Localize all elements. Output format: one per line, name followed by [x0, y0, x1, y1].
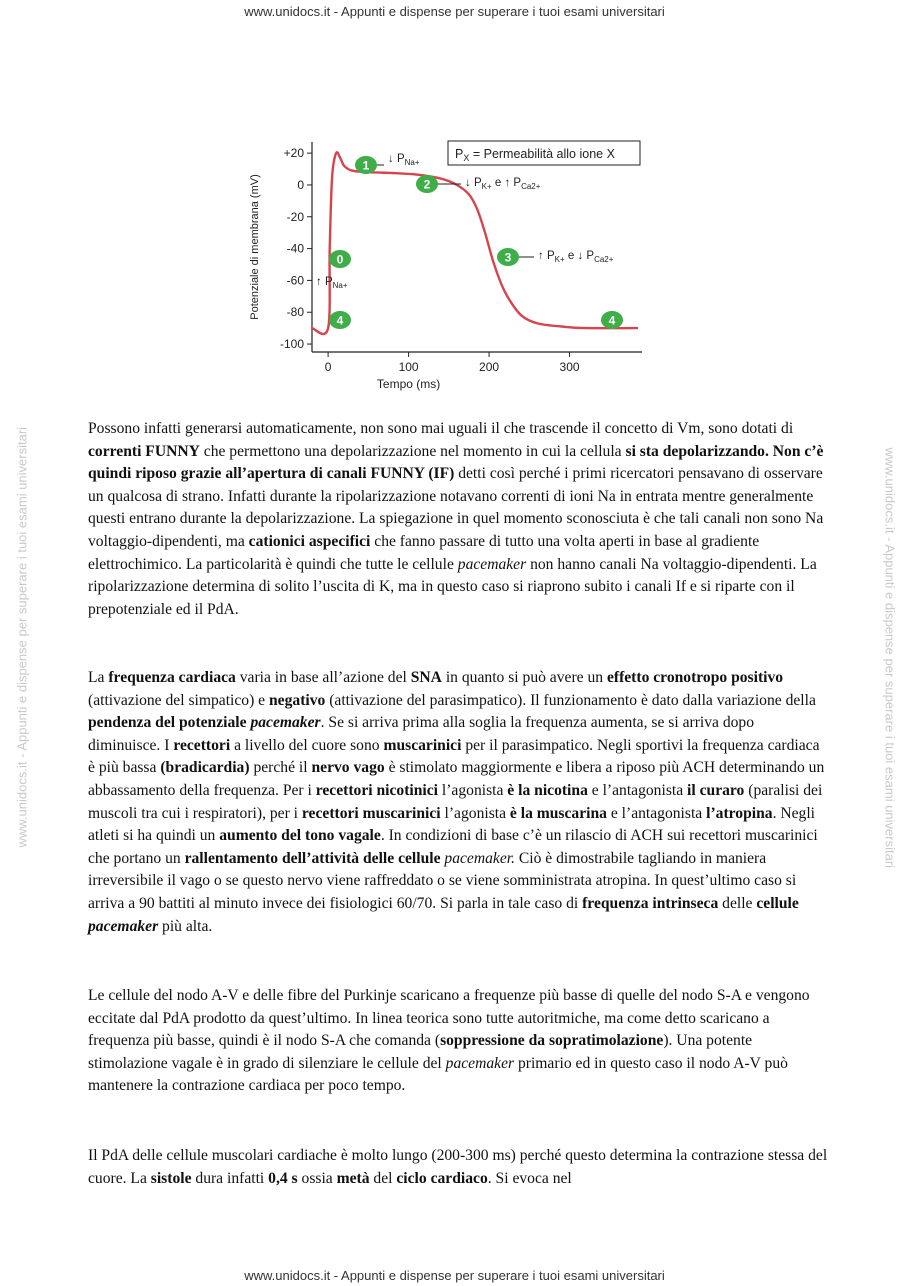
- text-run: dura infatti: [191, 1169, 269, 1187]
- phase-number: 3: [504, 250, 512, 265]
- text-run: cationici aspecifici: [248, 532, 371, 550]
- text-run: frequenza cardiaca: [108, 669, 236, 686]
- text-run: SNA: [410, 669, 442, 686]
- x-tick-label: 0: [324, 360, 332, 374]
- phase-4-marker: [329, 311, 351, 329]
- text-run: ). Una potente stimolazione vagale è in grado di silenziare le cellule del: [88, 1032, 753, 1072]
- text-run: muscarinici: [383, 736, 462, 754]
- y-axis-ticks: [280, 146, 312, 351]
- svg-text:PX = Permeabilità allo ione X: [455, 147, 616, 163]
- x-tick-label: 300: [559, 360, 580, 374]
- text-run: pendenza del potenziale: [88, 714, 251, 732]
- y-tick-label: +20: [283, 146, 304, 161]
- phase-3-marker: [497, 248, 614, 266]
- text-run: delle: [718, 894, 757, 912]
- text-run: è la muscarina: [509, 804, 607, 822]
- text-run: si sta depolarizzando. Non c’è quindi riposo grazie all’apertura di: [88, 442, 824, 483]
- text-run: canali FUNNY (IF): [326, 465, 455, 483]
- text-run: pacemaker: [250, 714, 321, 732]
- page-header: www.unidocs.it - Appunti e dispense per superare i tuoi esami universitari: [244, 4, 665, 19]
- text-run: . Negli atleti si ha quindi un: [88, 804, 816, 845]
- text-run: (paralisi dei muscoli tra cui i respiratori), per i: [88, 781, 823, 822]
- text-run: è la nicotina: [507, 781, 588, 799]
- text-run: negativo: [269, 691, 326, 709]
- phase-4-marker: [601, 311, 623, 329]
- text-run: frequenza intrinseca: [582, 894, 719, 912]
- x-axis-ticks: [325, 352, 580, 374]
- text-run: 0,4 s: [268, 1169, 298, 1187]
- plot-background: [312, 142, 642, 352]
- ion-subscript: Ca2+: [521, 182, 541, 191]
- ion-subscript: Na+: [404, 158, 420, 167]
- label-join: e: [564, 250, 578, 262]
- side-watermark-left: www.unidocs.it - Appunti e dispense per superare i tuoi esami universitari: [14, 426, 30, 848]
- x-tick-label: 100: [398, 360, 419, 374]
- text-run: il curaro: [687, 781, 745, 799]
- text-run: è stimolato maggiormente e libera a riposo più ACH determinando un abbassamento della frequenza. Per i: [88, 759, 825, 799]
- perm-symbol: P: [396, 153, 405, 165]
- perm-symbol: P: [324, 276, 333, 288]
- phase-label: [388, 153, 420, 167]
- phase-number: 4: [336, 313, 344, 328]
- text-run: l’atropina: [706, 804, 773, 822]
- text-run: soppressione da sopratimolazione: [440, 1032, 664, 1050]
- phase-2-marker: [416, 175, 541, 193]
- legend-p: P: [455, 147, 464, 161]
- y-tick-label: -20: [286, 209, 304, 224]
- text-run: correnti FUNNY: [88, 442, 200, 460]
- text-run: in quanto si può avere un: [441, 669, 607, 686]
- phase-0-marker: [316, 250, 351, 290]
- text-run: pacemaker: [457, 555, 527, 573]
- text-run: pacemaker: [88, 917, 159, 935]
- phase-label: [538, 250, 614, 264]
- text-run: varia in base all’azione del: [235, 669, 411, 686]
- text-run: che permettono una depolarizzazione nel momento in cui la cellula: [199, 442, 626, 460]
- text-run: e l’antagonista: [587, 781, 688, 799]
- up-arrow-icon: ↑: [538, 250, 547, 262]
- ion-subscript: Ca2+: [594, 255, 614, 264]
- text-run: aumento del tono vagale: [219, 827, 381, 845]
- text-run: più alta.: [158, 917, 213, 935]
- text-run: l’agonista: [440, 804, 510, 822]
- text-run: (attivazione del parasimpatico). Il funzionamento è dato dalla variazione della: [325, 691, 816, 709]
- down-arrow-icon: ↓: [465, 177, 474, 189]
- y-tick-label: -40: [286, 241, 304, 256]
- ion-subscript: Na+: [332, 281, 348, 290]
- text-run: detti così perché i primi ricercatori pensavano di osservare un qualcosa di strano. Infatti durante la ripolarizzazione notavano correnti di ioni Na in entrata mentre generalmente questi entrano durante la depolarizzazione. La spiegazione in quel momento sconosciuta è che tali canali non sono Na voltaggio-dipendenti, ma: [88, 465, 824, 550]
- x-tick-label: 200: [479, 360, 500, 374]
- text-run: rallentamento dell’attività delle cellule: [184, 849, 445, 867]
- text-run: . In condizioni di base c’è un rilascio di ACH sui recettori muscarinici che portano un: [88, 827, 818, 867]
- legend-sub: X: [463, 153, 470, 163]
- text-run: cellule: [756, 894, 799, 912]
- legend-text: = Permeabilità allo ione X: [469, 147, 615, 161]
- text-run: ossia: [297, 1169, 337, 1187]
- phase-label: [465, 177, 541, 191]
- phase-annotations: [316, 153, 623, 329]
- y-tick-label: -80: [286, 305, 304, 320]
- text-run: recettori muscarinici: [301, 804, 441, 822]
- text-run: primario ed in questo caso il nodo A-V può mantenere la contrazione cardiaca per poco tempo.: [88, 1054, 788, 1095]
- text-run: [250, 714, 320, 731]
- label-join: e: [491, 177, 505, 189]
- action-potential-chart: [240, 130, 660, 400]
- side-watermark-right: www.unidocs.it - Appunti e dispense per superare i tuoi esami universitari: [882, 447, 898, 869]
- text-run: sistole: [150, 1169, 192, 1187]
- perm-symbol: P: [513, 177, 522, 189]
- text-run: non hanno canali Na voltaggio-dipendenti. La ripolarizzazione determina di solito l’uscita di K, ma in questo caso si riaprono subito i canali If e si riparte con il prepotenziale ed il PdA.: [88, 555, 817, 618]
- text-run: l’agonista: [438, 781, 508, 799]
- text-run: recettori nicotinici: [315, 781, 438, 799]
- text-run: pacemaker: [445, 1054, 515, 1072]
- text-run: [88, 918, 158, 935]
- text-run: e l’antagonista: [606, 804, 707, 822]
- perm-symbol: P: [546, 250, 555, 262]
- text-run: nervo vago: [311, 759, 385, 777]
- text-run: per il parasimpatico. Negli sportivi la frequenza cardiaca è più bassa: [88, 736, 820, 777]
- text-run: metà: [336, 1169, 370, 1187]
- x-axis-label: Tempo (ms): [376, 377, 441, 391]
- y-axis-label: Potenziale di membrana (mV): [249, 174, 261, 320]
- text-run: recettori: [173, 736, 231, 754]
- y-tick-label: -100: [279, 337, 304, 352]
- paragraph-2: [88, 667, 828, 938]
- text-run: Le cellule del nodo A-V e delle fibre del Purkinje scaricano a frequenze più basse di quelle del nodo S-A e vengono eccitate dal PdA prodotto da quest’ultimo. In linea teorica sono tutte autoritmiche, ma come detto scaricano a frequenza più basse, quindi è il nodo S-A che comanda (: [88, 987, 810, 1050]
- phase-number: 1: [362, 158, 370, 173]
- phase-number: 2: [423, 177, 431, 192]
- perm-symbol: P: [473, 177, 482, 189]
- ion-subscript: K+: [481, 182, 492, 191]
- ion-subscript: K+: [554, 255, 565, 264]
- text-run: a livello del cuore sono: [230, 736, 384, 754]
- text-run: Possono infatti generarsi automaticamente, non sono mai uguali il che trascende il concetto di Vm, sono dotati di: [88, 420, 794, 437]
- up-arrow-icon: ↑: [504, 177, 514, 189]
- paragraph-4: [88, 1145, 828, 1190]
- phase-1-marker: [355, 153, 420, 174]
- text-run: pacemaker.: [444, 849, 515, 867]
- text-run: (attivazione del simpatico) e: [88, 691, 269, 709]
- page-footer: www.unidocs.it - Appunti e dispense per superare i tuoi esami universitari: [244, 1268, 665, 1283]
- paragraph-3: [88, 985, 828, 1098]
- text-run: del: [369, 1169, 397, 1187]
- text-run: La: [88, 669, 109, 686]
- y-tick-label: 0: [297, 177, 304, 192]
- text-run: Il PdA delle cellule muscolari cardiache è molto lungo (200-300 ms) perché questo determina la contrazione stessa del cuore. La: [88, 1147, 828, 1187]
- text-run: . Si evoca nel: [487, 1169, 572, 1187]
- paragraph-1: [88, 418, 828, 621]
- phase-number: 0: [336, 252, 344, 267]
- phase-number: 4: [608, 313, 616, 328]
- y-tick-label: -60: [286, 273, 304, 288]
- down-arrow-icon: ↓: [577, 250, 587, 262]
- down-arrow-icon: ↓: [388, 153, 397, 165]
- text-run: che fanno passare di tutto una volta aperti in base al gradiente elettrochimico. La particolarità è quindi che tutte le cellule: [88, 532, 760, 573]
- text-run: perché il: [249, 759, 312, 777]
- phase-label: [316, 276, 348, 290]
- text-run: ciclo cardiaco: [396, 1169, 488, 1187]
- legend-box: [448, 141, 640, 165]
- text-run: . Se si arriva prima alla soglia la frequenza aumenta, se si arriva dopo diminuisce. I: [88, 714, 755, 754]
- text-run: (bradicardia): [160, 759, 250, 777]
- text-run: effetto cronotropo positivo: [606, 669, 784, 686]
- text-run: Ciò è dimostrabile tagliando in maniera irreversibile il vago o se questo nervo viene raffreddato o se viene somministrata atropina. In quest’ultimo caso si arriva a 90 battiti al minuto invece dei fisiologici 60/70. Si parla in tale caso di: [88, 849, 797, 912]
- up-arrow-icon: ↑: [316, 276, 325, 288]
- perm-symbol: P: [586, 250, 595, 262]
